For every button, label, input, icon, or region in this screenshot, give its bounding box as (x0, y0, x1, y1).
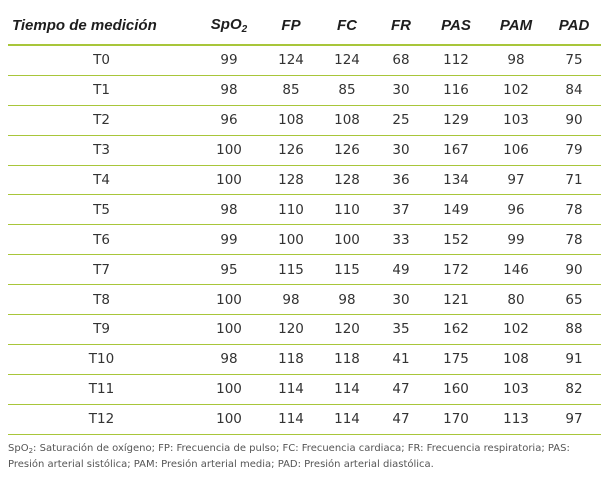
cell-fr: 35 (375, 315, 427, 345)
cell-spo2: 100 (195, 285, 263, 315)
cell-pad: 91 (547, 344, 601, 374)
header-label: FP (281, 16, 301, 34)
header-pas (427, 6, 485, 45)
cell-pas: 116 (427, 75, 485, 105)
header-label: FR (391, 16, 411, 34)
cell-fc: 124 (319, 45, 375, 75)
cell-fr: 36 (375, 165, 427, 195)
cell-spo2: 100 (195, 165, 263, 195)
header-tiempo-de-medicion (8, 6, 195, 45)
vitals-table-container (8, 6, 601, 435)
cell-pas: 149 (427, 195, 485, 225)
cell-time: T7 (8, 255, 195, 285)
header-spo2 (195, 6, 263, 45)
header-subscript: 2 (241, 23, 248, 35)
cell-fc: 120 (319, 315, 375, 345)
cell-spo2: 100 (195, 374, 263, 404)
cell-fc: 114 (319, 374, 375, 404)
cell-fr: 37 (375, 195, 427, 225)
cell-pad: 90 (547, 255, 601, 285)
cell-fp: 110 (263, 195, 319, 225)
cell-fc: 115 (319, 255, 375, 285)
header-pad (547, 6, 601, 45)
cell-spo2: 99 (195, 45, 263, 75)
table-row (8, 225, 601, 255)
cell-pad: 79 (547, 135, 601, 165)
cell-fr: 47 (375, 374, 427, 404)
cell-pam: 98 (485, 45, 547, 75)
cell-pam: 102 (485, 75, 547, 105)
cell-pam: 96 (485, 195, 547, 225)
cell-pam: 106 (485, 135, 547, 165)
footnote-text: : Saturación de oxígeno; FP: Frecuencia de pulso; FC: Frecuencia cardiaca; FR: Frecuencia respiratoria; PAS: Presión arterial sistólica; PAM: Presión arterial media; PAD: Presión arterial diastólica. (8, 443, 570, 470)
cell-spo2: 100 (195, 315, 263, 345)
cell-fp: 115 (263, 255, 319, 285)
header-label: PAD (558, 16, 590, 34)
cell-fr: 25 (375, 105, 427, 135)
cell-spo2: 99 (195, 225, 263, 255)
cell-time: T5 (8, 195, 195, 225)
cell-fp: 128 (263, 165, 319, 195)
cell-pas: 129 (427, 105, 485, 135)
cell-pam: 146 (485, 255, 547, 285)
cell-fp: 114 (263, 374, 319, 404)
cell-fc: 114 (319, 404, 375, 434)
cell-time: T11 (8, 374, 195, 404)
table-body (8, 45, 601, 434)
cell-pad: 90 (547, 105, 601, 135)
table-row (8, 374, 601, 404)
cell-fc: 126 (319, 135, 375, 165)
cell-pam: 97 (485, 165, 547, 195)
cell-pas: 160 (427, 374, 485, 404)
cell-fp: 108 (263, 105, 319, 135)
cell-spo2: 95 (195, 255, 263, 285)
cell-pam: 103 (485, 374, 547, 404)
cell-pam: 108 (485, 344, 547, 374)
cell-time: T6 (8, 225, 195, 255)
cell-pad: 97 (547, 404, 601, 434)
cell-pas: 175 (427, 344, 485, 374)
cell-fr: 30 (375, 75, 427, 105)
cell-pad: 65 (547, 285, 601, 315)
cell-spo2: 98 (195, 344, 263, 374)
cell-pam: 102 (485, 315, 547, 345)
cell-fc: 110 (319, 195, 375, 225)
cell-fr: 68 (375, 45, 427, 75)
cell-fr: 33 (375, 225, 427, 255)
footnote-prefix: SpO (8, 443, 29, 454)
cell-pas: 134 (427, 165, 485, 195)
cell-time: T2 (8, 105, 195, 135)
cell-spo2: 98 (195, 195, 263, 225)
header-label: PAM (499, 16, 533, 34)
cell-fr: 49 (375, 255, 427, 285)
header-label: FC (337, 16, 357, 34)
header-pam (485, 6, 547, 45)
header-fr (375, 6, 427, 45)
cell-time: T12 (8, 404, 195, 434)
cell-pad: 71 (547, 165, 601, 195)
cell-fr: 47 (375, 404, 427, 434)
cell-pas: 152 (427, 225, 485, 255)
cell-time: T10 (8, 344, 195, 374)
cell-time: T0 (8, 45, 195, 75)
cell-fp: 100 (263, 225, 319, 255)
cell-pas: 112 (427, 45, 485, 75)
cell-spo2: 100 (195, 404, 263, 434)
table-row (8, 45, 601, 75)
cell-time: T4 (8, 165, 195, 195)
cell-fp: 118 (263, 344, 319, 374)
cell-pam: 113 (485, 404, 547, 434)
cell-pas: 167 (427, 135, 485, 165)
cell-spo2: 100 (195, 135, 263, 165)
table-row (8, 165, 601, 195)
cell-spo2: 98 (195, 75, 263, 105)
cell-spo2: 96 (195, 105, 263, 135)
cell-pas: 172 (427, 255, 485, 285)
table-row (8, 195, 601, 225)
cell-pad: 78 (547, 195, 601, 225)
cell-fp: 98 (263, 285, 319, 315)
header-label: SpO (210, 15, 242, 33)
cell-pam: 80 (485, 285, 547, 315)
header-fc (319, 6, 375, 45)
cell-fp: 120 (263, 315, 319, 345)
header-label: PAS (441, 16, 471, 34)
cell-fc: 100 (319, 225, 375, 255)
table-footnote (8, 442, 601, 471)
cell-pad: 88 (547, 315, 601, 345)
cell-pad: 78 (547, 225, 601, 255)
cell-fr: 41 (375, 344, 427, 374)
header-row (8, 6, 601, 45)
cell-pad: 84 (547, 75, 601, 105)
cell-fp: 85 (263, 75, 319, 105)
cell-fr: 30 (375, 285, 427, 315)
cell-fr: 30 (375, 135, 427, 165)
header-fp (263, 6, 319, 45)
table-row (8, 255, 601, 285)
cell-pad: 82 (547, 374, 601, 404)
cell-pas: 162 (427, 315, 485, 345)
cell-time: T9 (8, 315, 195, 345)
cell-fc: 85 (319, 75, 375, 105)
cell-time: T1 (8, 75, 195, 105)
vitals-table (8, 6, 601, 435)
cell-time: T8 (8, 285, 195, 315)
table-header (8, 6, 601, 45)
cell-fc: 108 (319, 105, 375, 135)
table-row (8, 75, 601, 105)
table-row (8, 135, 601, 165)
cell-fp: 124 (263, 45, 319, 75)
footnote-subscript: 2 (28, 447, 34, 455)
cell-pam: 99 (485, 225, 547, 255)
table-row (8, 404, 601, 434)
cell-time: T3 (8, 135, 195, 165)
cell-fc: 128 (319, 165, 375, 195)
cell-pas: 170 (427, 404, 485, 434)
table-row (8, 105, 601, 135)
cell-fp: 126 (263, 135, 319, 165)
table-row (8, 315, 601, 345)
cell-pas: 121 (427, 285, 485, 315)
cell-fc: 98 (319, 285, 375, 315)
cell-pam: 103 (485, 105, 547, 135)
cell-fp: 114 (263, 404, 319, 434)
header-label: Tiempo de medición (12, 16, 157, 34)
table-row (8, 285, 601, 315)
cell-fc: 118 (319, 344, 375, 374)
table-row (8, 344, 601, 374)
cell-pad: 75 (547, 45, 601, 75)
